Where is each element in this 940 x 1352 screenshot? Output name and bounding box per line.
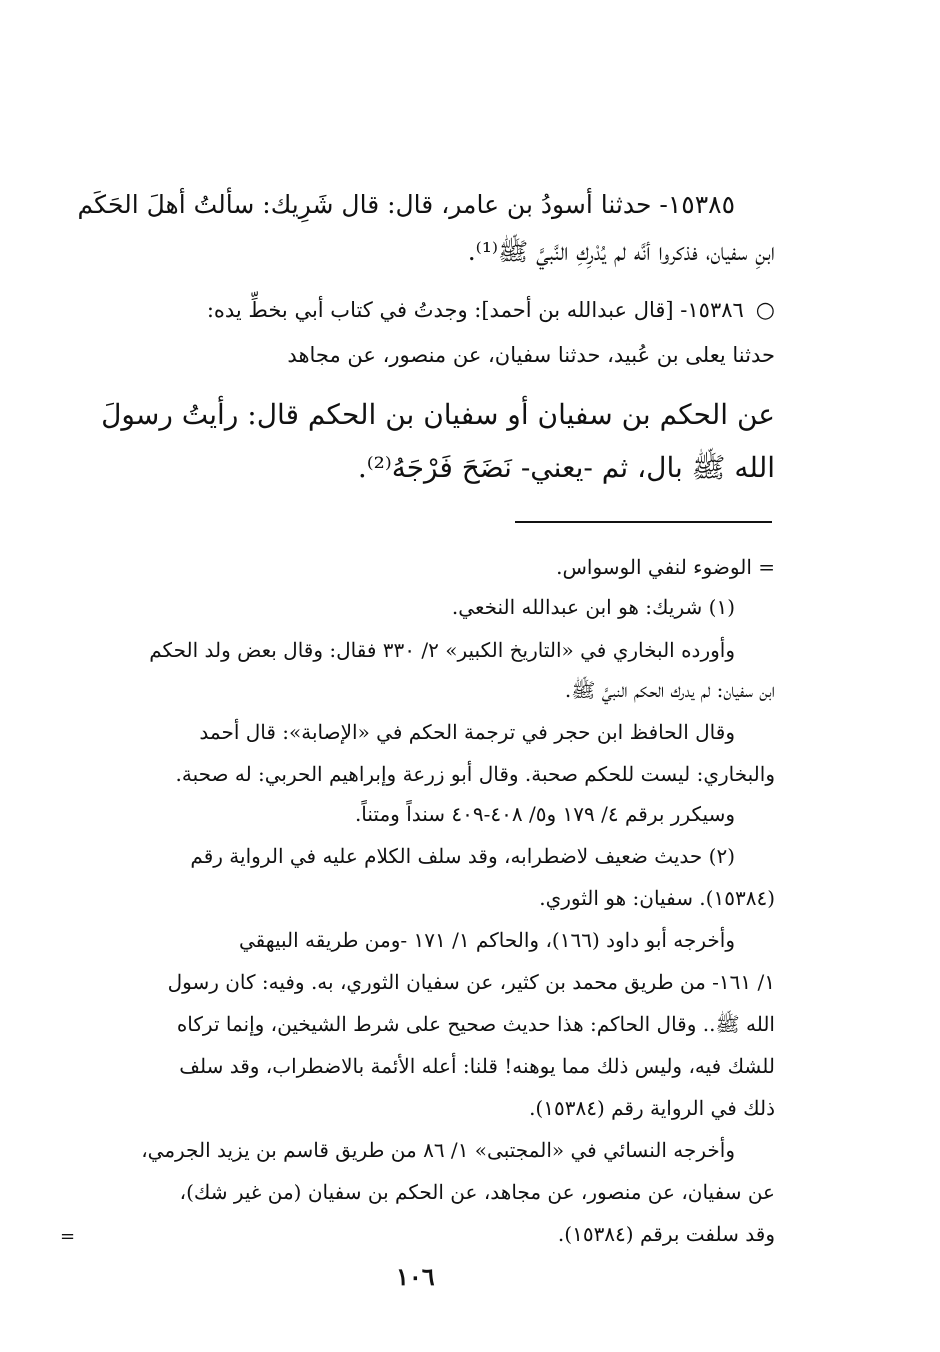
hadith-line: عن الحكم بن سفيان أو سفيان بن الحكم قال: رأيتُ رسولَ — [101, 398, 775, 431]
hadith-line: ١٥٣٨٥- حدثنا أسودُ بن عامر، قال: قال شَرِيك: سألتُ أهلَ الحَكَم — [77, 190, 735, 219]
footnote-line: (١٥٣٨٤). سفيان: هو الثوري. — [539, 886, 775, 910]
hadith-text: ١٥٣٨٦- [قال عبدالله بن أحمد]: وجدتُ في كتاب أبي بخطِّ يده: — [206, 298, 744, 322]
hadith-line: ابنِ سفيان، فذكروا أنَّه لم يُدْرِكِ النَّبيَّ ﷺ⁽¹⁾. — [467, 237, 775, 266]
footnote-line: الله ﷺ.. وقال الحاكم: هذا حديث صحيح على شرط الشيخين، وإنما تركاه — [176, 1012, 775, 1036]
footnote-line: = الوضوء لنفي الوسواس. — [556, 555, 775, 579]
footnote-line: ذلك في الرواية رقم (١٥٣٨٤). — [529, 1096, 775, 1120]
footnote-line: ١/ ١٦١- من طريق محمد بن كثير، عن سفيان الثوري، به. وفيه: كان رسول — [167, 970, 775, 994]
footnote-line: (٢) حديث ضعيف لاضطرابه، وقد سلف الكلام عليه في الرواية رقم — [190, 844, 735, 868]
footnote-line: وقال الحافظ ابن حجر في ترجمة الحكم في «الإصابة»: قال أحمد — [199, 720, 735, 744]
page-number: ١٠٦ — [396, 1262, 435, 1291]
footnote-line: وأخرجه النسائي في «المجتبى» ١/ ٨٦ من طريق قاسم بن يزيد الجرمي، — [141, 1138, 735, 1162]
footnote-line: وقد سلفت برقم (١٥٣٨٤). — [557, 1222, 775, 1246]
footnote-line: ابن سفيان: لم يدرك الحكم النبيَّ ﷺ. — [564, 678, 775, 702]
footnote-line: وأورده البخاري في «التاريخ الكبير» ٢/ ٣٣٠ فقال: وقال بعض ولد الحكم — [149, 638, 735, 662]
hadith-line — [207, 298, 775, 323]
circle-marker-icon: ○ — [755, 298, 775, 323]
footnote-separator — [515, 521, 772, 523]
hadith-line: حدثنا يعلى بن عُبيد، حدثنا سفيان، عن منصور، عن مجاهد — [287, 343, 775, 367]
footnote-line: للشك فيه، وليس ذلك مما يوهنه! قلنا: أعله الأئمة بالاضطراب، وقد سلف — [179, 1054, 775, 1078]
footnote-line: (١) شريك: هو ابن عبدالله النخعي. — [451, 595, 735, 619]
hadith-line: الله ﷺ بال، ثم -يعني- نَضَحَ فَرْجَهُ⁽²⁾. — [357, 451, 775, 484]
continuation-mark: = — [60, 1226, 76, 1247]
footnote-line: والبخاري: ليست للحكم صحبة. وقال أبو زرعة وإبراهيم الحربي: له صحبة. — [175, 762, 775, 786]
footnote-line: وسيكرر برقم ٤/ ١٧٩ و٥/ ٤٠٨-٤٠٩ سنداً ومتناً. — [354, 802, 735, 826]
footnote-line: عن سفيان، عن منصور، عن مجاهد، عن الحكم بن سفيان (من غير شك)، — [179, 1180, 775, 1204]
footnote-line: وأخرجه أبو داود (١٦٦)، والحاكم ١/ ١٧١ -ومن طريقه البيهقي — [238, 928, 735, 952]
